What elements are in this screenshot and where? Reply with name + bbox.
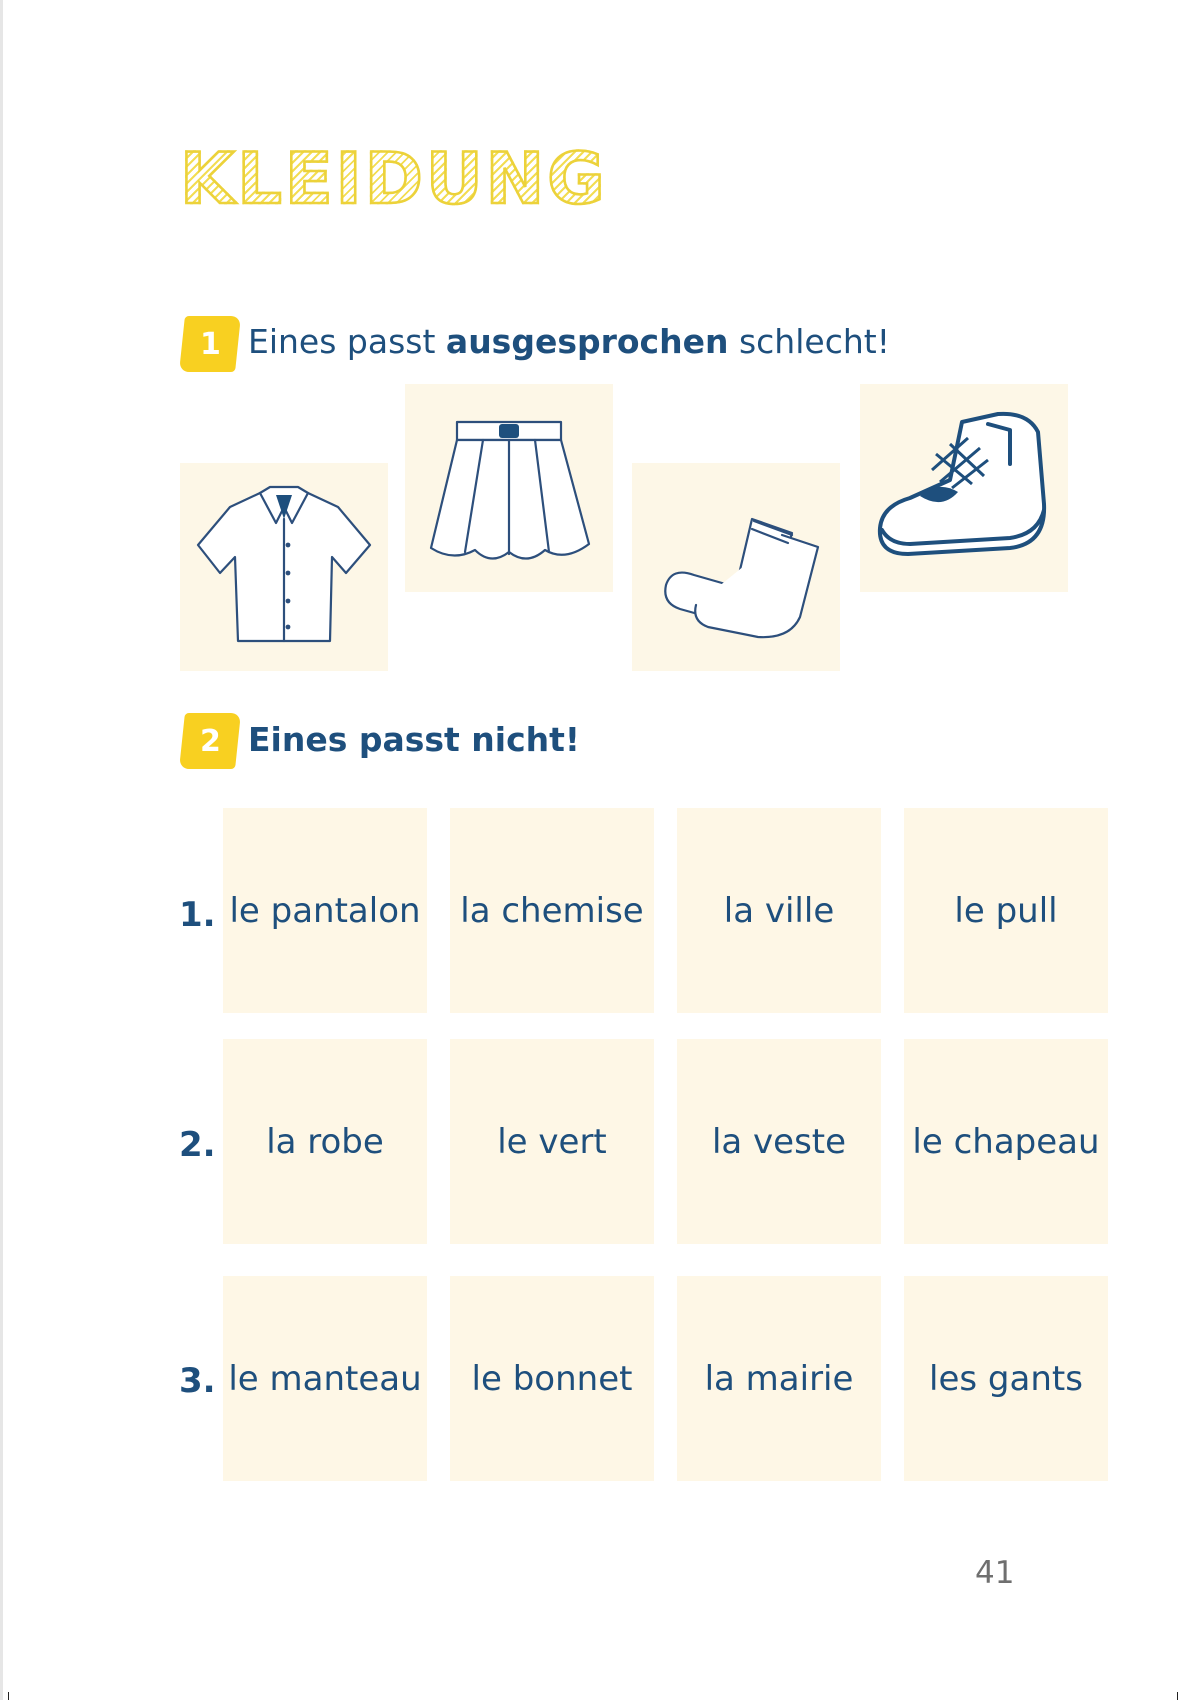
word-card[interactable]: la mairie: [677, 1276, 881, 1481]
task-1-text-bold: ausgesprochen: [445, 322, 729, 361]
word-card[interactable]: le chapeau: [904, 1039, 1108, 1244]
task-1-badge: [179, 316, 241, 372]
word-card[interactable]: le pantalon: [223, 808, 427, 1013]
word-card[interactable]: les gants: [904, 1276, 1108, 1481]
word-card[interactable]: le manteau: [223, 1276, 427, 1481]
page-title: KLEIDUNG: [180, 138, 608, 220]
crop-mark: [8, 1692, 9, 1700]
picture-tile-sneaker[interactable]: [860, 384, 1068, 592]
task-1-number: 1: [199, 326, 221, 362]
task-2-badge: [179, 713, 241, 769]
picture-tile-skirt[interactable]: [405, 384, 613, 592]
word-card[interactable]: la veste: [677, 1039, 881, 1244]
sneaker-icon: [860, 384, 1068, 592]
word-card[interactable]: la robe: [223, 1039, 427, 1244]
page-number: 41: [975, 1555, 1015, 1591]
word-card[interactable]: le bonnet: [450, 1276, 654, 1481]
skirt-icon: [405, 384, 613, 592]
picture-tile-socks[interactable]: [632, 463, 840, 671]
task-1-text-before: Eines passt: [248, 322, 436, 361]
shirt-icon: [180, 463, 388, 671]
task-2-title: Eines passt nicht!: [248, 720, 580, 759]
word-card[interactable]: le vert: [450, 1039, 654, 1244]
word-card[interactable]: la ville: [677, 808, 881, 1013]
picture-tile-shirt[interactable]: [180, 463, 388, 671]
task-1-text-after: schlecht!: [738, 322, 890, 361]
row-3-label: 3.: [179, 1361, 216, 1401]
row-1-label: 1.: [179, 895, 216, 935]
word-card[interactable]: le pull: [904, 808, 1108, 1013]
socks-icon: [632, 463, 840, 671]
word-card[interactable]: la chemise: [450, 808, 654, 1013]
task-1-title: [248, 322, 890, 361]
page-edge: [0, 0, 3, 1700]
task-2-number: 2: [199, 723, 221, 759]
crop-mark: [1177, 1692, 1178, 1700]
row-2-label: 2.: [179, 1125, 216, 1165]
